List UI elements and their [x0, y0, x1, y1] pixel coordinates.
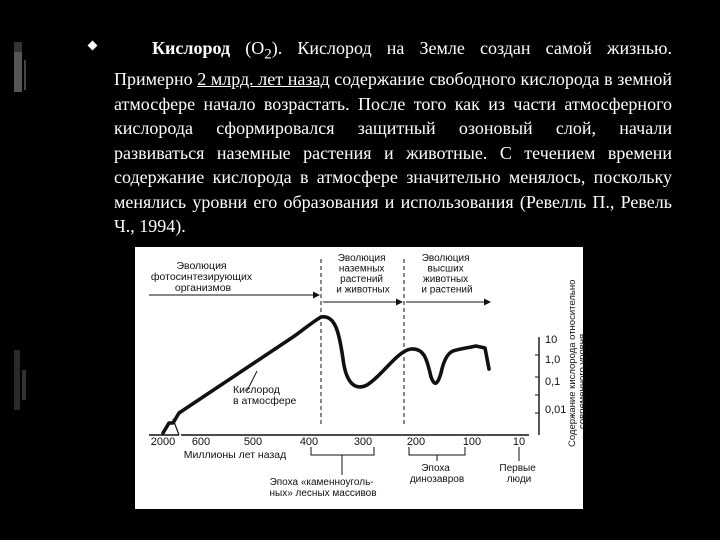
- highlighted-phrase: 2 млрд. лет назад: [197, 69, 330, 90]
- x-tick-label: 200: [406, 436, 426, 448]
- epoch-label-coal: Эпоха «каменноуголь- ных» лесных массивов: [269, 477, 377, 499]
- figure-svg: [135, 247, 588, 509]
- paragraph-text: Кислород на Земле создан самой жизнью. Примерно: [114, 38, 672, 90]
- decorative-block: [22, 370, 26, 400]
- formula-subscript: 2: [264, 46, 272, 63]
- body-paragraph: [114, 36, 672, 239]
- y-tick-label: 10: [545, 334, 558, 346]
- decorative-block: [14, 42, 22, 52]
- x-tick-label: 10: [512, 436, 526, 448]
- x-tick-label: 600: [191, 436, 211, 448]
- phase-title: Эволюция фотосинтезирующих организмов: [150, 260, 253, 294]
- y-tick-label: 0,1: [545, 376, 561, 388]
- phase-title: Эволюция высших животных и растений: [421, 253, 473, 296]
- epoch-bracket: [409, 447, 465, 455]
- epoch-bracket: [311, 447, 374, 455]
- y-tick-label: 1,0: [545, 354, 561, 366]
- oxygen-curve: [163, 317, 489, 433]
- oxygen-evolution-figure: [135, 247, 588, 509]
- epoch-label-dinosaurs: Эпоха динозавров: [409, 463, 465, 485]
- keyword: Кислород: [152, 38, 231, 58]
- x-tick-label: 2000: [150, 436, 176, 448]
- formula-close: ).: [271, 38, 298, 58]
- phase-title: Эволюция наземных растений и животных: [336, 253, 390, 296]
- bullet-icon: [88, 41, 98, 51]
- decorative-block: [14, 52, 22, 92]
- first-people-label: Первые люди: [499, 463, 536, 485]
- x-tick-label: 500: [243, 436, 263, 448]
- x-tick-label: 400: [299, 436, 319, 448]
- x-tick-label: 300: [353, 436, 373, 448]
- x-tick-label: 100: [462, 436, 482, 448]
- curve-label: Кислород в атмосфере: [233, 384, 297, 407]
- y-axis-label: Содержание кислорода относительно современного уровня: [567, 279, 588, 447]
- x-axis-label: Миллионы лет назад: [183, 449, 287, 461]
- decorative-block: [14, 350, 20, 410]
- formula-open: (O: [230, 38, 265, 58]
- paragraph-text: содержание свободного кислорода в земной атмосфере начало возрастать. После того как из части атмосферного кислорода сформировался защитный озоновый слой, начали развиваться наземные растения и животные. С течением времени содержание кислорода в атмосфере значительно менялось, поскольку менялись уровни его образования и использования (Ревелль П., Ревель Ч., 1994).: [114, 69, 672, 237]
- y-tick-label: 0,01: [545, 404, 567, 416]
- decorative-block: [24, 60, 26, 90]
